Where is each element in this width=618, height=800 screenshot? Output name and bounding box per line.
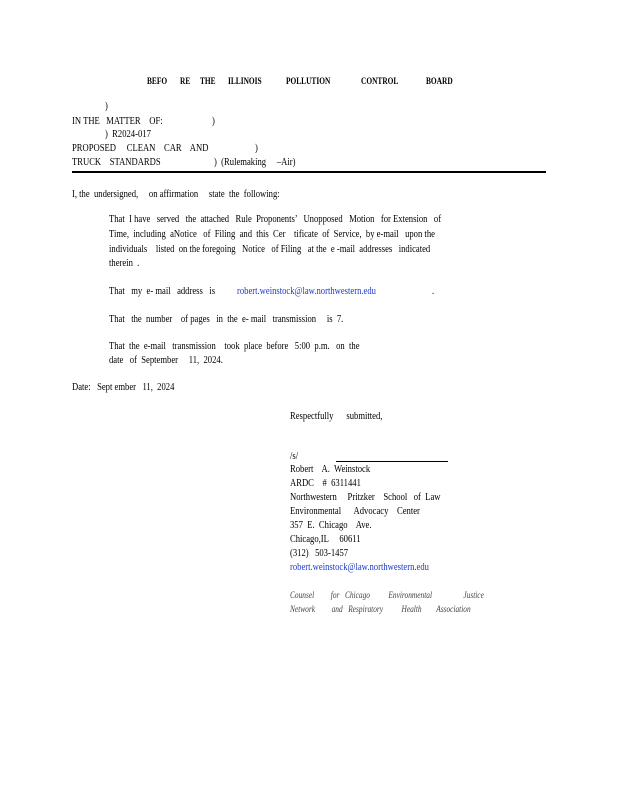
intro-statement: I, the undersigned, on affirmation state the following:: [72, 189, 280, 200]
signer-email-link[interactable]: robert.weinstock@law.northwestern.edu: [290, 562, 429, 573]
center-name: Environmental Advocacy Center: [290, 506, 420, 517]
email-link[interactable]: robert.weinstock@law.northwestern.edu: [237, 286, 376, 297]
phone-number: (312) 503-1457: [290, 548, 349, 559]
date-line: Date: Sept ember 11, 2024: [72, 382, 175, 393]
title-word: BEFO: [147, 76, 168, 86]
email-statement-prefix: That my e- mail address is: [109, 286, 216, 297]
school-name: Northwestern Pritzker School of Law: [290, 492, 441, 503]
caption-rulemaking: ) (Rulemaking –Air): [214, 157, 296, 168]
paragraph-line: therein .: [109, 258, 140, 269]
email-statement-suffix: .: [432, 286, 435, 297]
counsel-line: Counsel for Chicago Environmental Justice: [290, 590, 484, 600]
city-state-zip: Chicago,IL 60611: [290, 534, 361, 545]
title-word: BOARD: [426, 76, 453, 86]
pages-statement: That the number of pages in the e- mail transmission is 7.: [109, 314, 344, 325]
caption-paren: ): [105, 101, 108, 112]
electronic-signature: /s/: [290, 451, 299, 462]
caption-divider: [72, 171, 546, 173]
caption-docket: ) R2024-017: [105, 129, 151, 140]
paragraph-line: Time, including aNotice of Filing and this Cer tificate of Service, by e-mail upon the: [109, 229, 435, 240]
paragraph-line: individuals listed on the foregoing Notice of Filing at the e -mail addresses indicated: [109, 244, 431, 255]
title-word: CONTROL: [361, 76, 399, 86]
counsel-line: Network and Respiratory Health Association: [290, 604, 471, 614]
paragraph-line: That I have served the attached Rule Proponents’ Unopposed Motion for Extension of: [109, 214, 442, 225]
caption-paren: ): [212, 116, 215, 127]
caption-truck: TRUCK STANDARDS: [72, 157, 161, 168]
ardc-number: ARDC # 6311441: [290, 478, 361, 489]
title-word: ILLINOIS: [228, 76, 262, 86]
time-statement-line: That the e-mail transmission took place before 5:00 p.m. on the: [109, 341, 360, 352]
title-word: POLLUTION: [286, 76, 331, 86]
title-word: RE: [180, 76, 191, 86]
caption-paren: ): [255, 143, 258, 154]
signer-name: Robert A. Weinstock: [290, 464, 371, 475]
street-address: 357 E. Chicago Ave.: [290, 520, 372, 531]
title-word: THE: [200, 76, 216, 86]
caption-proposed: PROPOSED CLEAN CAR AND: [72, 143, 209, 154]
signature-line: [336, 461, 448, 462]
closing: Respectfully submitted,: [290, 411, 383, 422]
time-statement-line: date of September 11, 2024.: [109, 355, 223, 366]
caption-matter: IN THE MATTER OF:: [72, 116, 163, 127]
